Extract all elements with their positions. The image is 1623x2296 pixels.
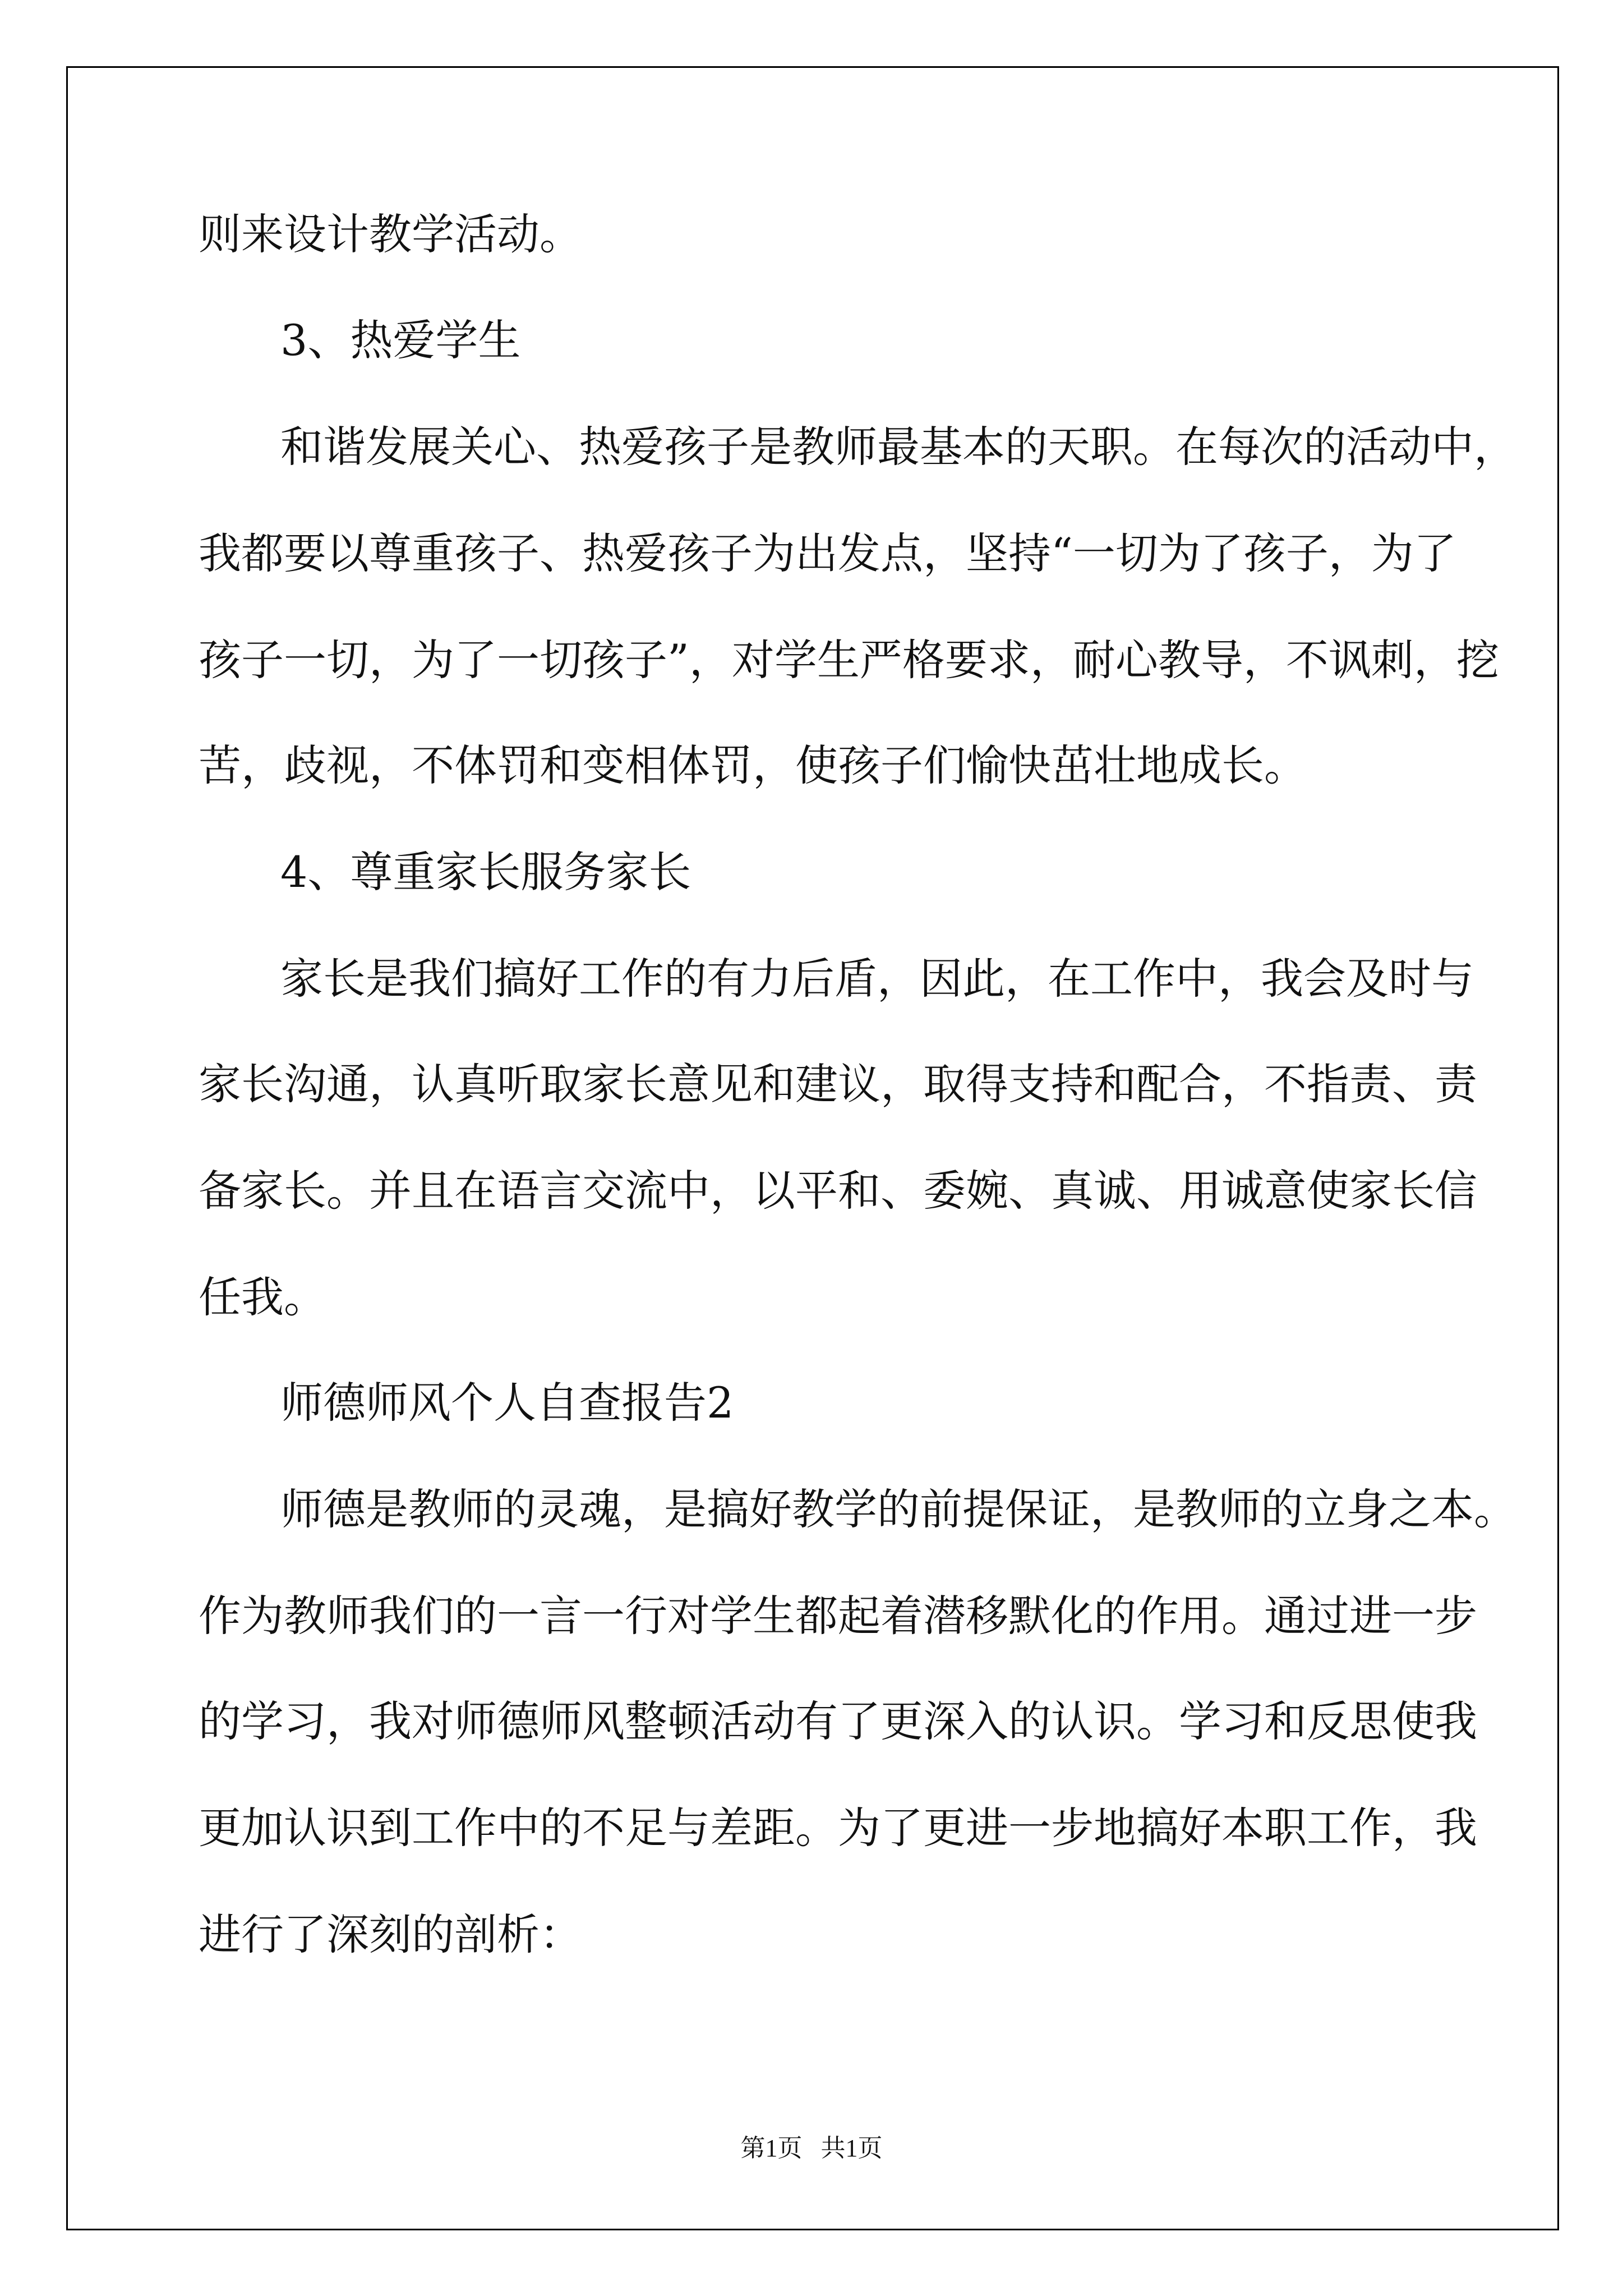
page-border <box>66 66 1559 2230</box>
section-title: 师德师风个人自查报告2 <box>280 1378 734 1428</box>
paragraph-line: 我都要以尊重孩子、热爱孩子为出发点，坚持“一切为了孩子，为了 <box>199 528 1456 578</box>
paragraph-line: 作为教师我们的一言一行对学生都起着潜移默化的作用。通过进一步 <box>199 1591 1477 1641</box>
paragraph-line: 的学习，我对师德师风整顿活动有了更深入的认识。学习和反思使我 <box>199 1696 1477 1746</box>
paragraph-line: 家长沟通，认真听取家长意见和建议，取得支持和配合，不指责、责 <box>199 1059 1477 1109</box>
paragraph-line: 苦，歧视，不体罚和变相体罚，使孩子们愉快茁壮地成长。 <box>199 740 1307 790</box>
paragraph-line: 孩子一切，为了一切孩子”，对学生严格要求，耐心教导，不讽刺，挖 <box>199 635 1499 685</box>
paragraph-line: 备家长。并且在语言交流中，以平和、委婉、真诚、用诚意使家长信 <box>199 1166 1477 1216</box>
paragraph-line: 师德是教师的灵魂，是搞好教学的前提保证，是教师的立身之本。 <box>280 1484 1516 1534</box>
paragraph-line: 和谐发展关心、热爱孩子是教师最基本的天职。在每次的活动中， <box>280 422 1516 472</box>
paragraph-line: 更加认识到工作中的不足与差距。为了更进一步地搞好本职工作，我 <box>199 1803 1477 1853</box>
paragraph-line: 则来设计教学活动。 <box>199 209 582 259</box>
section-heading: 4、尊重家长服务家长 <box>280 847 691 897</box>
paragraph-line: 任我。 <box>199 1272 326 1322</box>
paragraph-line: 进行了深刻的剖析： <box>199 1910 582 1959</box>
paragraph-line: 家长是我们搞好工作的有力后盾，因此，在工作中，我会及时与 <box>280 954 1474 1004</box>
section-heading: 3、热爱学生 <box>280 315 521 365</box>
page-number: 第1页 共1页 <box>740 2134 883 2162</box>
